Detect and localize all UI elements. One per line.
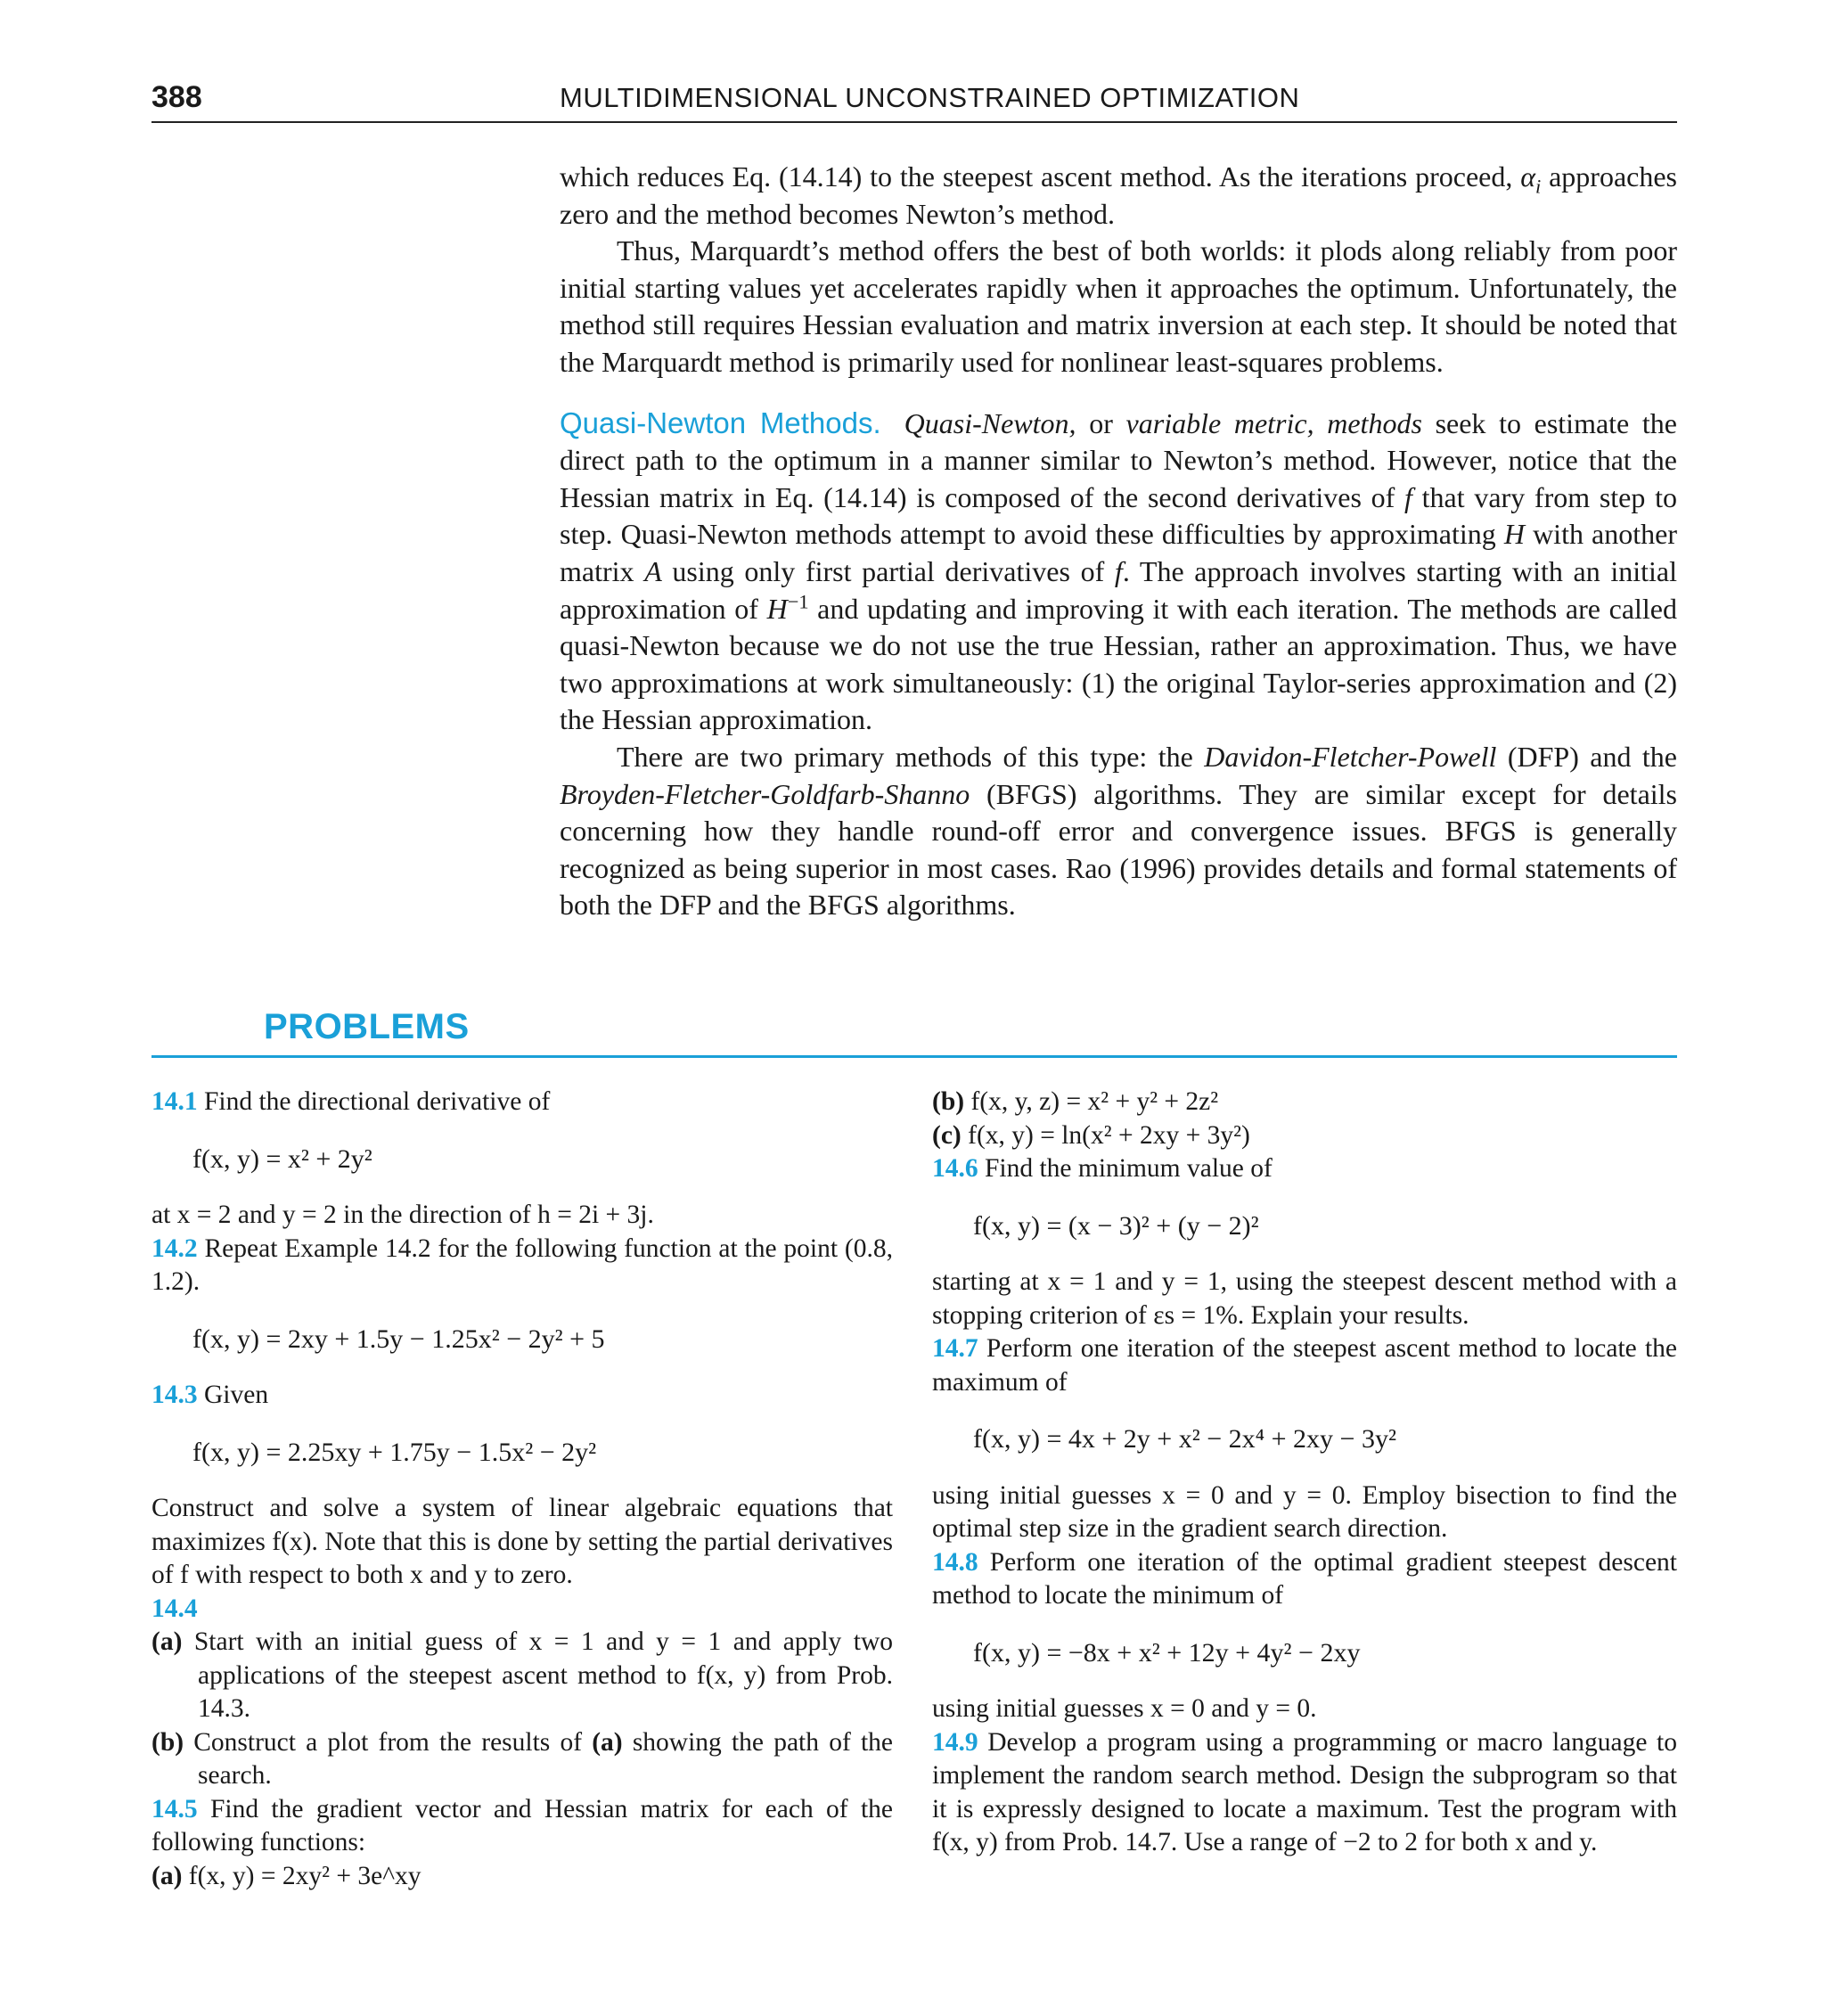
problem-14-4: 14.4: [151, 1594, 198, 1623]
problem-14-5-b: (b) f(x, y, z) = x² + y² + 2z²: [932, 1087, 1219, 1116]
problem-14-4-b: (b) Construct a plot from the results of (a) showing the path of the search.: [151, 1727, 893, 1790]
problem-14-1: 14.1 Find the directional derivative of: [151, 1087, 551, 1116]
equation-14-1: f(x, y) = x² + 2y²: [192, 1143, 372, 1174]
problem-14-3: 14.3 Given: [151, 1381, 269, 1409]
section-heading-quasi-newton: Quasi-Newton Methods.: [560, 406, 881, 439]
problem-14-6-after: starting at x = 1 and y = 1, using the steepest descent method with a stopping criterion of εs = 1%. Explain your results.: [932, 1267, 1677, 1330]
problems-column-left: [151, 1086, 893, 1893]
paragraph-marquardt-end: which reduces Eq. (14.14) to the steepest ascent method. As the iterations proceed, $\alpha_i$ approaches zero and the method becomes Newton’s method.: [560, 160, 1677, 230]
problem-14-5-a: (a) f(x, y) = 2xy² + 3e^xy: [151, 1861, 421, 1890]
paragraph-dfp-bfgs: There are two primary methods of this type: the Davidon-Fletcher-Powell (DFP) and the Broyden-Fletcher-Goldfarb-Shanno (BFGS) algorithms. They are similar except for details concerning how they handle round-off error and convergence issues. BFGS is generally recognized as being superior in most cases. Rao (1996) provides details and formal statements of both the DFP and the BFGS algorithms.: [560, 740, 1678, 922]
body-text: [560, 159, 1677, 924]
problems-column-right: [932, 1086, 1677, 1860]
problem-14-7-after: using initial guesses x = 0 and y = 0. Employ bisection to find the optimal step size in the gradient search direction.: [932, 1480, 1677, 1543]
equation-14-7: f(x, y) = 4x + 2y + x² − 2x⁴ + 2xy − 3y²: [973, 1424, 1396, 1454]
equation-14-6: f(x, y) = (x − 3)² + (y − 2)²: [973, 1210, 1259, 1241]
equation-14-3: f(x, y) = 2.25xy + 1.75y − 1.5x² − 2y²: [192, 1437, 597, 1467]
problem-14-9: 14.9 Develop a program using a programming or macro language to implement the random search method. Design the subprogram so that it is expressly designed to locate a maximum. Test the program with f(x, y) from Prob. 14.7. Use a range of −2 to 2 for both x and y.: [932, 1727, 1677, 1856]
running-header: [151, 77, 1677, 123]
problem-14-4-a: (a) Start with an initial guess of x = 1 and y = 1 and apply two applications of the steepest ascent method to f(x, y) from Prob. 14.3.: [151, 1627, 893, 1723]
problem-14-3-after: Construct and solve a system of linear algebraic equations that maximizes f(x). Note that this is done by setting the partial derivatives of f with respect to both x and y to zero.: [151, 1494, 893, 1589]
running-head: MULTIDIMENSIONAL UNCONSTRAINED OPTIMIZATION: [560, 82, 1300, 113]
paragraph-marquardt-summary: Thus, Marquardt’s method offers the best of both worlds: it plods along reliably from poor initial starting values yet accelerates rapidly when it approaches the optimum. Unfortunately, the method still requires Hessian evaluation and matrix inversion at each step. It should be noted that the Marquardt method is primarily used for nonlinear least-squares problems.: [560, 234, 1677, 378]
problem-14-5-c: (c) f(x, y) = ln(x² + 2xy + 3y²): [932, 1120, 1250, 1150]
paragraph-quasi-newton: Quasi-Newton Methods. Quasi-Newton, or variable metric, methods seek to estimate the direct path to the optimum in a manner similar to Newton’s method. However, notice that the Hessian matrix in Eq. (14.14) is composed of the second derivatives of f that vary from step to step. Quasi-Newton methods attempt to avoid these difficulties by approximating H with another matrix A using only first partial derivatives of f. The approach involves starting with an initial approximation of $H^{-1}$ and updating and improving it with each iteration. The methods are called quasi-Newton because we do not use the true Hessian, rather an approximation. Thus, we have two approximations at work simultaneously: (1) the original Taylor-series approximation and (2) the Hessian approximation.: [560, 406, 1678, 736]
problems-section-header: [151, 1005, 1677, 1058]
equation-14-8: f(x, y) = −8x + x² + 12y + 4y² − 2xy: [973, 1637, 1361, 1668]
problem-14-5: 14.5 Find the gradient vector and Hessian matrix for each of the following functions:: [151, 1794, 894, 1856]
page-number: 388: [151, 80, 202, 114]
problem-14-8-after: using initial guesses x = 0 and y = 0.: [932, 1694, 1317, 1723]
problem-14-1-after: at x = 2 and y = 2 in the direction of h = 2i + 3j.: [151, 1201, 654, 1229]
equation-14-2: f(x, y) = 2xy + 1.5y − 1.25x² − 2y² + 5: [192, 1324, 605, 1354]
problem-14-8: 14.8 Perform one iteration of the optimal gradient steepest descent method to locate the minimum of: [932, 1547, 1678, 1610]
problem-14-7: 14.7 Perform one iteration of the steepest ascent method to locate the maximum of: [932, 1334, 1677, 1397]
problem-14-6: 14.6 Find the minimum value of: [932, 1154, 1273, 1183]
problem-14-2: 14.2 Repeat Example 14.2 for the following function at the point (0.8, 1.2).: [151, 1233, 894, 1296]
problems-title: PROBLEMS: [264, 1007, 470, 1046]
